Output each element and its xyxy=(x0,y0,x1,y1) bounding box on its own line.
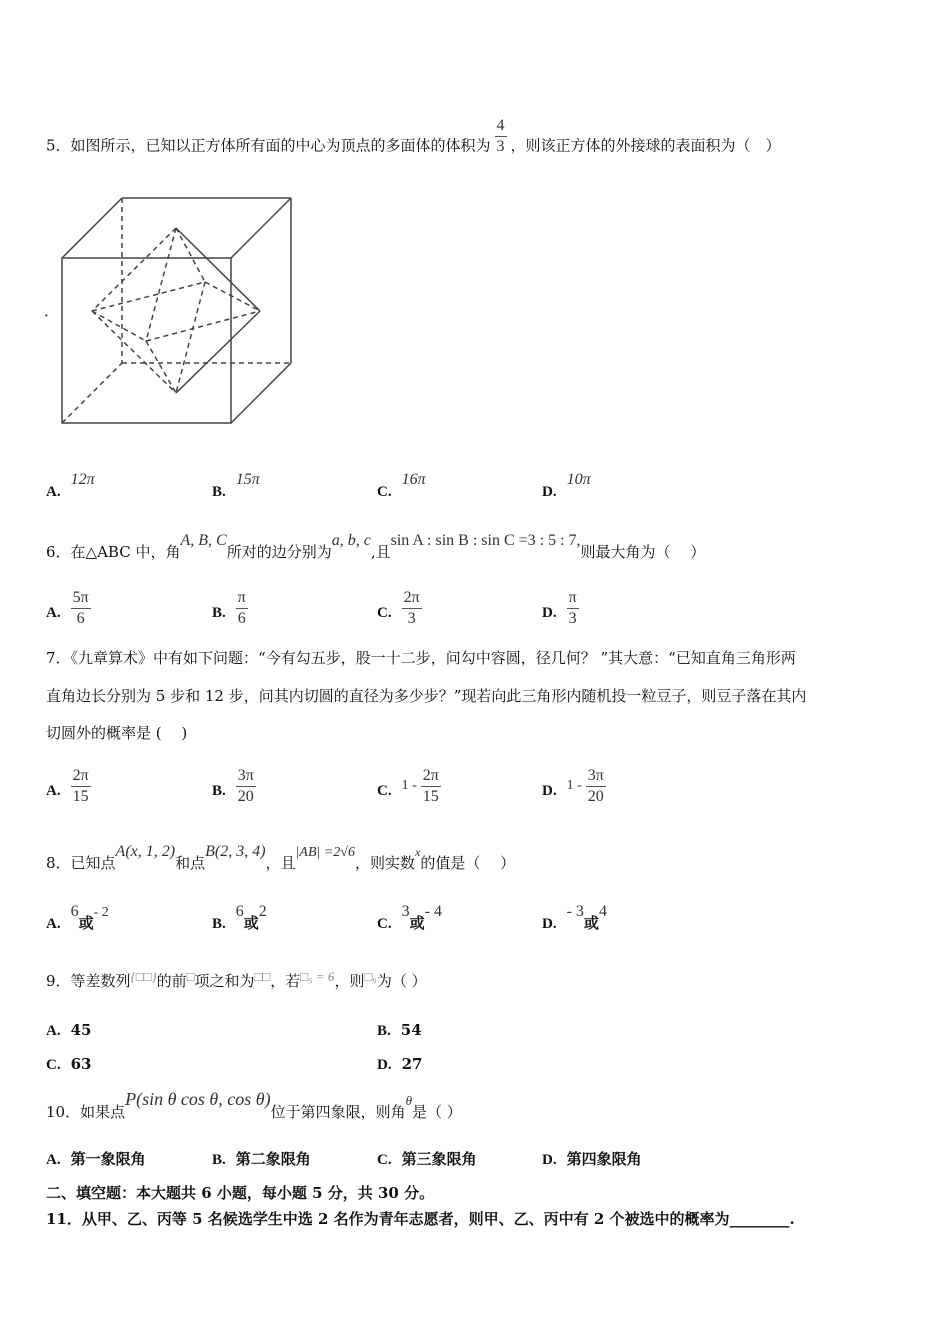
q7-line-1: 7．《九章算术》中有如下问题：“今有勾五步，股一十二步，问勾中容圆，径几何？ ”其大意：“已知直角三角形两 xyxy=(46,649,796,667)
numerator: 3π xyxy=(236,766,256,787)
q5-text: ，则该正方体的外接球的表面积为（ ） xyxy=(510,136,781,155)
q9-text: 的前 xyxy=(156,972,187,990)
q8-text: 的值是（ ） xyxy=(420,854,516,872)
option-value: 15π xyxy=(235,471,260,488)
math: B(2, 3, 4) xyxy=(205,843,266,860)
option-fraction xyxy=(567,588,579,629)
q7-option-c[interactable] xyxy=(377,767,441,811)
q8-stem xyxy=(46,843,516,873)
q10-option-c[interactable] xyxy=(377,1148,477,1169)
option-label: D. xyxy=(542,604,557,621)
option-value: 第三象限角 xyxy=(401,1150,477,1168)
or-text: 或 xyxy=(583,914,599,932)
math: □₅ = 6 xyxy=(300,969,335,984)
math: sin A : sin B : sin C =3 : 5 : 7, xyxy=(390,532,581,549)
option-value: 第二象限角 xyxy=(235,1150,311,1168)
q9-stem xyxy=(46,970,427,991)
option-label: B. xyxy=(212,1152,226,1168)
option-label: C. xyxy=(377,604,392,621)
denominator: 6 xyxy=(76,610,85,627)
option-fraction xyxy=(421,766,441,807)
option-prefix: 1 - xyxy=(566,777,582,793)
numerator: 5π xyxy=(71,588,91,609)
option-fraction xyxy=(236,588,248,629)
q7-option-b[interactable] xyxy=(212,767,256,811)
q8-text: ，则实数 xyxy=(354,854,415,872)
math: x xyxy=(415,845,421,859)
option-value: 10π xyxy=(566,471,591,488)
q9-option-b[interactable] xyxy=(377,1021,422,1040)
option-value: - 3 xyxy=(566,903,584,920)
q11-stem: 11．从甲、乙、丙等 5 名候选学生中选 2 名作为青年志愿者，则甲、乙、丙中有 2 个被选中的概率为________. xyxy=(46,1210,795,1228)
q6-text: ,且 xyxy=(370,543,391,561)
option-label: B. xyxy=(212,782,226,799)
option-value: - 4 xyxy=(424,903,442,920)
q10-option-a[interactable] xyxy=(46,1148,146,1169)
option-value: 16π xyxy=(401,471,426,488)
option-value: 2 xyxy=(258,903,267,920)
or-text: 或 xyxy=(409,914,425,932)
q8-option-b[interactable] xyxy=(212,903,267,933)
numerator: 3π xyxy=(586,766,606,787)
option-label: A. xyxy=(46,484,61,500)
section-heading: 二、填空题：本大题共 6 小题，每小题 5 分，共 30 分。 xyxy=(46,1184,435,1202)
q8-option-c[interactable] xyxy=(377,903,442,933)
q9-text: ，则 xyxy=(334,972,365,990)
option-value: 45 xyxy=(70,1021,92,1039)
denominator: 3 xyxy=(496,138,505,155)
q9-text: 9．等差数列 xyxy=(46,972,131,990)
option-value: 63 xyxy=(70,1055,92,1073)
option-label: B. xyxy=(377,1023,391,1039)
q10-text: 位于第四象限，则角 xyxy=(270,1103,406,1121)
option-label: D. xyxy=(377,1057,392,1073)
numerator: 4 xyxy=(495,116,507,137)
q9-text: 为（ ） xyxy=(376,972,427,990)
math: A(x, 1, 2) xyxy=(115,843,176,860)
q5-option-a[interactable] xyxy=(46,471,95,501)
q8-text: 和点 xyxy=(175,854,206,872)
math: θ xyxy=(405,1093,413,1108)
numerator: 2π xyxy=(71,766,91,787)
numerator: 2π xyxy=(402,588,422,609)
option-label: D. xyxy=(542,916,557,932)
option-value: 6 xyxy=(70,903,79,920)
option-prefix: 1 - xyxy=(401,777,417,793)
option-value: 27 xyxy=(401,1055,423,1073)
q7-line-2: 直角边长分别为 5 步和 12 步，问其内切圆的直径为多少步？”现若向此三角形内随机投一粒豆子，则豆子落在其内 xyxy=(46,687,807,705)
q10-option-d[interactable] xyxy=(542,1148,642,1169)
q5-option-d[interactable] xyxy=(542,471,591,501)
q10-stem xyxy=(46,1089,462,1122)
math: {□□} xyxy=(130,969,157,984)
math: □□ xyxy=(254,969,271,984)
option-label: C. xyxy=(46,1057,61,1073)
q9-option-a[interactable] xyxy=(46,1021,91,1040)
math: □ xyxy=(186,969,195,984)
option-label: D. xyxy=(542,1152,557,1168)
numerator: 2π xyxy=(421,766,441,787)
math: A, B, C xyxy=(180,532,227,549)
option-value: 3 xyxy=(401,903,410,920)
q8-option-a[interactable] xyxy=(46,903,109,933)
option-label: A. xyxy=(46,1023,61,1039)
math: |AB| =2√6 xyxy=(295,845,355,860)
denominator: 6 xyxy=(237,610,246,627)
option-label: C. xyxy=(377,484,392,500)
q8-text: ，且 xyxy=(265,854,296,872)
q5-option-c[interactable] xyxy=(377,471,426,501)
q6-option-a[interactable] xyxy=(46,589,91,633)
q6-text: 6．在△ABC 中，角 xyxy=(46,543,181,561)
denominator: 3 xyxy=(568,610,577,627)
q7-option-d[interactable] xyxy=(542,767,606,811)
denominator: 15 xyxy=(72,788,89,805)
q6-option-c[interactable] xyxy=(377,589,422,633)
option-label: B. xyxy=(212,484,226,500)
q7-option-a[interactable] xyxy=(46,767,91,811)
option-fraction xyxy=(402,588,422,629)
or-text: 或 xyxy=(78,914,94,932)
q6-text: 则最大角为（ ） xyxy=(580,543,706,561)
q5-option-b[interactable] xyxy=(212,471,260,501)
option-value: 12π xyxy=(70,471,95,488)
q10-text: 是（ ） xyxy=(412,1103,462,1121)
q10-option-b[interactable] xyxy=(212,1148,311,1169)
q7-line-3: 切圆外的概率是 ( ) xyxy=(46,724,188,742)
option-label: D. xyxy=(542,782,557,799)
option-label: B. xyxy=(212,604,226,621)
option-value: 第四象限角 xyxy=(566,1150,642,1168)
numerator: π xyxy=(567,588,579,609)
denominator: 15 xyxy=(422,788,439,805)
q5-fraction xyxy=(495,116,507,157)
option-label: A. xyxy=(46,916,61,932)
option-label: C. xyxy=(377,782,392,799)
denominator: 20 xyxy=(237,788,254,805)
q8-option-d[interactable] xyxy=(542,903,607,933)
q6-option-b[interactable] xyxy=(212,589,248,633)
or-text: 或 xyxy=(243,914,259,932)
option-label: C. xyxy=(377,916,392,932)
denominator: 3 xyxy=(407,610,416,627)
option-value: - 2 xyxy=(93,905,109,920)
q10-text: 10．如果点 xyxy=(46,1103,126,1121)
option-fraction xyxy=(236,766,256,807)
q9-option-c[interactable] xyxy=(46,1055,91,1074)
option-fraction xyxy=(71,588,91,629)
cube-octahedron-figure xyxy=(55,190,305,430)
q6-text: 所对的边分别为 xyxy=(226,543,332,561)
q8-text: 8．已知点 xyxy=(46,854,116,872)
q5-text: 5．如图所示，已知以正方体所有面的中心为顶点的多面体的体积为 xyxy=(46,136,491,155)
denominator: 20 xyxy=(587,788,604,805)
q6-stem xyxy=(46,532,706,562)
q5-stem xyxy=(46,117,781,167)
math: □₉ xyxy=(364,969,377,984)
option-value: 第一象限角 xyxy=(70,1150,146,1168)
option-value: 54 xyxy=(400,1021,422,1039)
option-fraction xyxy=(71,766,91,807)
option-label: A. xyxy=(46,1152,61,1168)
math: a, b, c xyxy=(331,532,371,549)
option-value: 6 xyxy=(235,903,244,920)
option-label: A. xyxy=(46,604,61,621)
numerator: π xyxy=(236,588,248,609)
option-label: D. xyxy=(542,484,557,500)
math: P(sin θ cos θ, cos θ) xyxy=(125,1089,271,1109)
q9-text: 项之和为 xyxy=(194,972,255,990)
option-value: 4 xyxy=(598,903,607,920)
q6-option-d[interactable] xyxy=(542,589,579,633)
option-label: B. xyxy=(212,916,226,932)
option-fraction xyxy=(586,766,606,807)
option-label: C. xyxy=(377,1152,392,1168)
option-label: A. xyxy=(46,782,61,799)
q9-option-d[interactable] xyxy=(377,1055,422,1074)
figure-dot: ． xyxy=(44,302,60,320)
q9-text: ，若 xyxy=(270,972,301,990)
